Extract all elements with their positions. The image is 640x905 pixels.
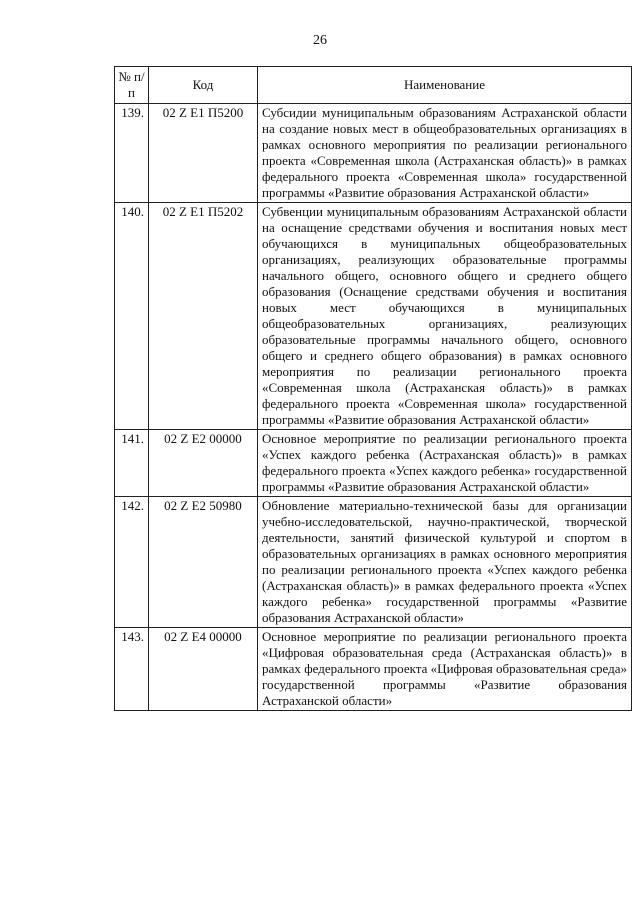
table-row: [115, 203, 632, 430]
row-number: 142.: [115, 497, 149, 628]
row-code: 02 Z E2 00000: [149, 430, 258, 497]
document-table: [114, 66, 632, 711]
page-number: 26: [313, 33, 327, 48]
row-name: Основное мероприятие по реализации регионального проекта «Цифровая образовательная среда (Астраханская область)» в рамках федерального проекта «Цифровая образовательная среда» государственной программы «Развитие образования Астраханской области»: [258, 628, 632, 711]
row-name: Обновление материально-технической базы для организации учебно-исследовательской, научно-практической, творческой деятельности, занятий физической культурой и спортом в образовательных организациях в рамках основного мероприятия по реализации регионального проекта «Успех каждого ребенка (Астраханская область)» в рамках федерального проекта «Успех каждого ребенка» государственной программы «Развитие образования Астраханской области»: [258, 497, 632, 628]
row-name: Основное мероприятие по реализации регионального проекта «Успех каждого ребенка (Астраханская область)» в рамках федерального проекта «Успех каждого ребенка» государственной программы «Развитие образования Астраханской области»: [258, 430, 632, 497]
table-header-row: [115, 67, 632, 104]
row-code: 02 Z E4 00000: [149, 628, 258, 711]
column-header-num: № п/п: [115, 67, 149, 104]
table-row: [115, 628, 632, 711]
row-code: 02 Z E1 П5202: [149, 203, 258, 430]
row-code: 02 Z E1 П5200: [149, 104, 258, 203]
row-number: 141.: [115, 430, 149, 497]
row-number: 140.: [115, 203, 149, 430]
table-row: [115, 497, 632, 628]
row-code: 02 Z E2 50980: [149, 497, 258, 628]
row-name: Субвенции муниципальным образованиям Астраханской области на оснащение средствами обучения и воспитания новых мест обучающихся в муниципальных общеобразовательных организациях, реализующих образовательные программы начального общего, основного общего и среднего общего образования (Оснащение средствами обучения и воспитания новых мест обучающихся в муниципальных общеобразовательных организациях, реализующих образовательные программы начального общего, основного общего и среднего общего образования) в рамках основного мероприятия по реализации регионального проекта «Современная школа (Астраханская область)» в рамках федерального проекта «Современная школа» государственной программы «Развитие образования Астраханской области»: [258, 203, 632, 430]
row-number: 143.: [115, 628, 149, 711]
table-row: [115, 104, 632, 203]
row-name: Субсидии муниципальным образованиям Астраханской области на создание новых мест в общеобразовательных организациях в рамках основного мероприятия по реализации регионального проекта «Современная школа (Астраханская область)» в рамках федерального проекта «Современная школа» государственной программы «Развитие образования Астраханской области»: [258, 104, 632, 203]
row-number: 139.: [115, 104, 149, 203]
column-header-name: Наименование: [258, 67, 632, 104]
table-row: [115, 430, 632, 497]
column-header-code: Код: [149, 67, 258, 104]
